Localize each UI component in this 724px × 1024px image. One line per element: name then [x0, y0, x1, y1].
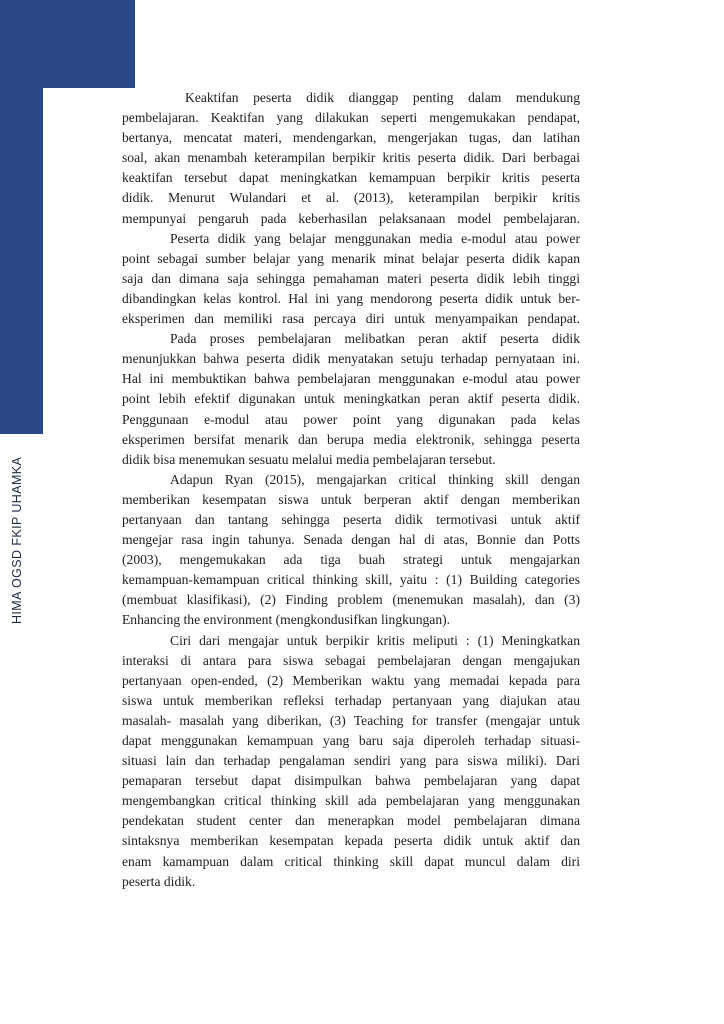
text-line: (membuat klasifikasi), (2) Finding problem (menemukan masalah), dan (3)	[122, 592, 580, 608]
text-line: pemaparan tersebut dapat disimpulkan bahwa pembelajaran yang dapat	[122, 773, 580, 789]
paragraph-1	[122, 88, 580, 229]
text-line: enam kamampuan dalam critical thinking skill dapat muncul dalam diri	[122, 853, 580, 869]
text-line: eksperimen dan memiliki rasa percaya diri untuk menyampaikan pendapat.	[122, 311, 580, 327]
text-line: Peserta didik yang belajar menggunakan media e-modul atau power	[170, 230, 580, 246]
text-line: mengejar rasa ingin tahunya. Senada dengan hal di atas, Bonnie dan Potts	[122, 532, 580, 548]
text-line: Ciri dari mengajar untuk berpikir kritis meliputi : (1) Meningkatkan	[170, 632, 580, 648]
text-line: keaktifan tersebut dapat meningkatkan kemampuan berpikir kritis peserta	[122, 170, 580, 186]
text-line: Pada proses pembelajaran melibatkan peran aktif peserta didik	[170, 331, 580, 347]
text-line: Keaktifan peserta didik dianggap penting dalam mendukung	[185, 90, 580, 105]
text-line: Hal ini membuktikan bahwa pembelajaran menggunakan e-modul atau power	[122, 371, 580, 387]
text-line: soal, akan menambah keterampilan berpikir kritis peserta didik. Dari berbagai	[122, 150, 580, 166]
paragraph-2	[122, 229, 580, 329]
text-line: didik bisa menemukan sesuatu melalui media pembelajaran tersebut.	[122, 451, 496, 467]
text-line: dibandingkan kelas kontrol. Hal ini yang mendorong peserta didik untuk ber-	[122, 290, 580, 306]
text-line: mempunyai pengaruh pada keberhasilan pelaksanaan model pembelajaran.	[122, 210, 580, 226]
text-line: saja dan dimana saja sehingga pemahaman materi peserta didik lebih tinggi	[122, 270, 580, 286]
text-line: memberikan kesempatan siswa untuk berperan aktif dengan memberikan	[122, 491, 580, 507]
text-line: pembelajaran. Keaktifan yang dilakukan seperti mengemukakan pendapat,	[122, 110, 580, 126]
text-line: pertanyaan open-ended, (2) Memberikan waktu yang memadai kepada para	[122, 672, 580, 688]
text-line: point sebagai sumber belajar yang menarik minat belajar peserta didik kapan	[122, 250, 580, 266]
text-line: dapat menggunakan kemampuan yang baru saja diperoleh terhadap situasi-	[122, 733, 580, 748]
text-line: pendekatan student center dan menerapkan model pembelajaran dimana	[122, 813, 580, 829]
text-line: kemampuan-kemampuan critical thinking skill, yaitu : (1) Building categories	[122, 572, 580, 588]
paragraph-4	[122, 470, 580, 631]
text-line: masalah- masalah yang diberikan, (3) Teaching for transfer (mengajar untuk	[122, 712, 580, 728]
text-line: sintaksnya memberikan kesempatan kepada peserta didik untuk aktif dan	[122, 833, 580, 849]
side-label: HIMA OGSD FKIP UHAMKA	[10, 456, 24, 624]
paragraph-3	[122, 329, 580, 470]
text-line: pertanyaan dan tantang sehingga peserta didik termotivasi untuk aktif	[122, 511, 580, 527]
side-color-band	[0, 88, 43, 434]
text-line: situasi lain dan terhadap pengalaman sendiri yang para siswa miliki). Dari	[122, 753, 580, 769]
document-body	[122, 88, 580, 892]
text-line: Enhancing the environment (mengkondusifkan lingkungan).	[122, 612, 451, 628]
text-line: siswa untuk memberikan refleksi terhadap pertanyaan yang diajukan atau	[122, 692, 580, 708]
text-line: mengembangkan critical thinking skill ada pembelajaran yang menggunakan	[122, 793, 580, 809]
text-line: peserta didik.	[122, 873, 196, 889]
header-color-band	[0, 0, 135, 88]
text-line: (2003), mengemukakan ada tiga buah strategi untuk mengajarkan	[122, 552, 580, 568]
text-line: menunjukkan bahwa peserta didik menyatakan setuju terhadap pernyataan ini.	[122, 351, 580, 367]
text-line: interaksi di antara para siswa sebagai pembelajaran dengan mengajukan	[122, 652, 580, 668]
text-line: didik. Menurut Wulandari et al. (2013), keterampilan berpikir kritis	[122, 190, 580, 206]
paragraph-5	[122, 631, 580, 892]
text-line: Adapun Ryan (2015), mengajarkan critical thinking skill dengan	[170, 471, 580, 487]
text-line: eksperimen bersifat menarik dan berupa media elektronik, sehingga peserta	[122, 431, 580, 447]
text-line: point lebih efektif digunakan untuk meningkatkan peran aktif peserta didik.	[122, 391, 580, 407]
text-line: Penggunaan e-modul atau power point yang digunakan pada kelas	[122, 411, 580, 427]
text-line: bertanya, mencatat materi, mendengarkan, mengerjakan tugas, dan latihan	[122, 130, 580, 146]
